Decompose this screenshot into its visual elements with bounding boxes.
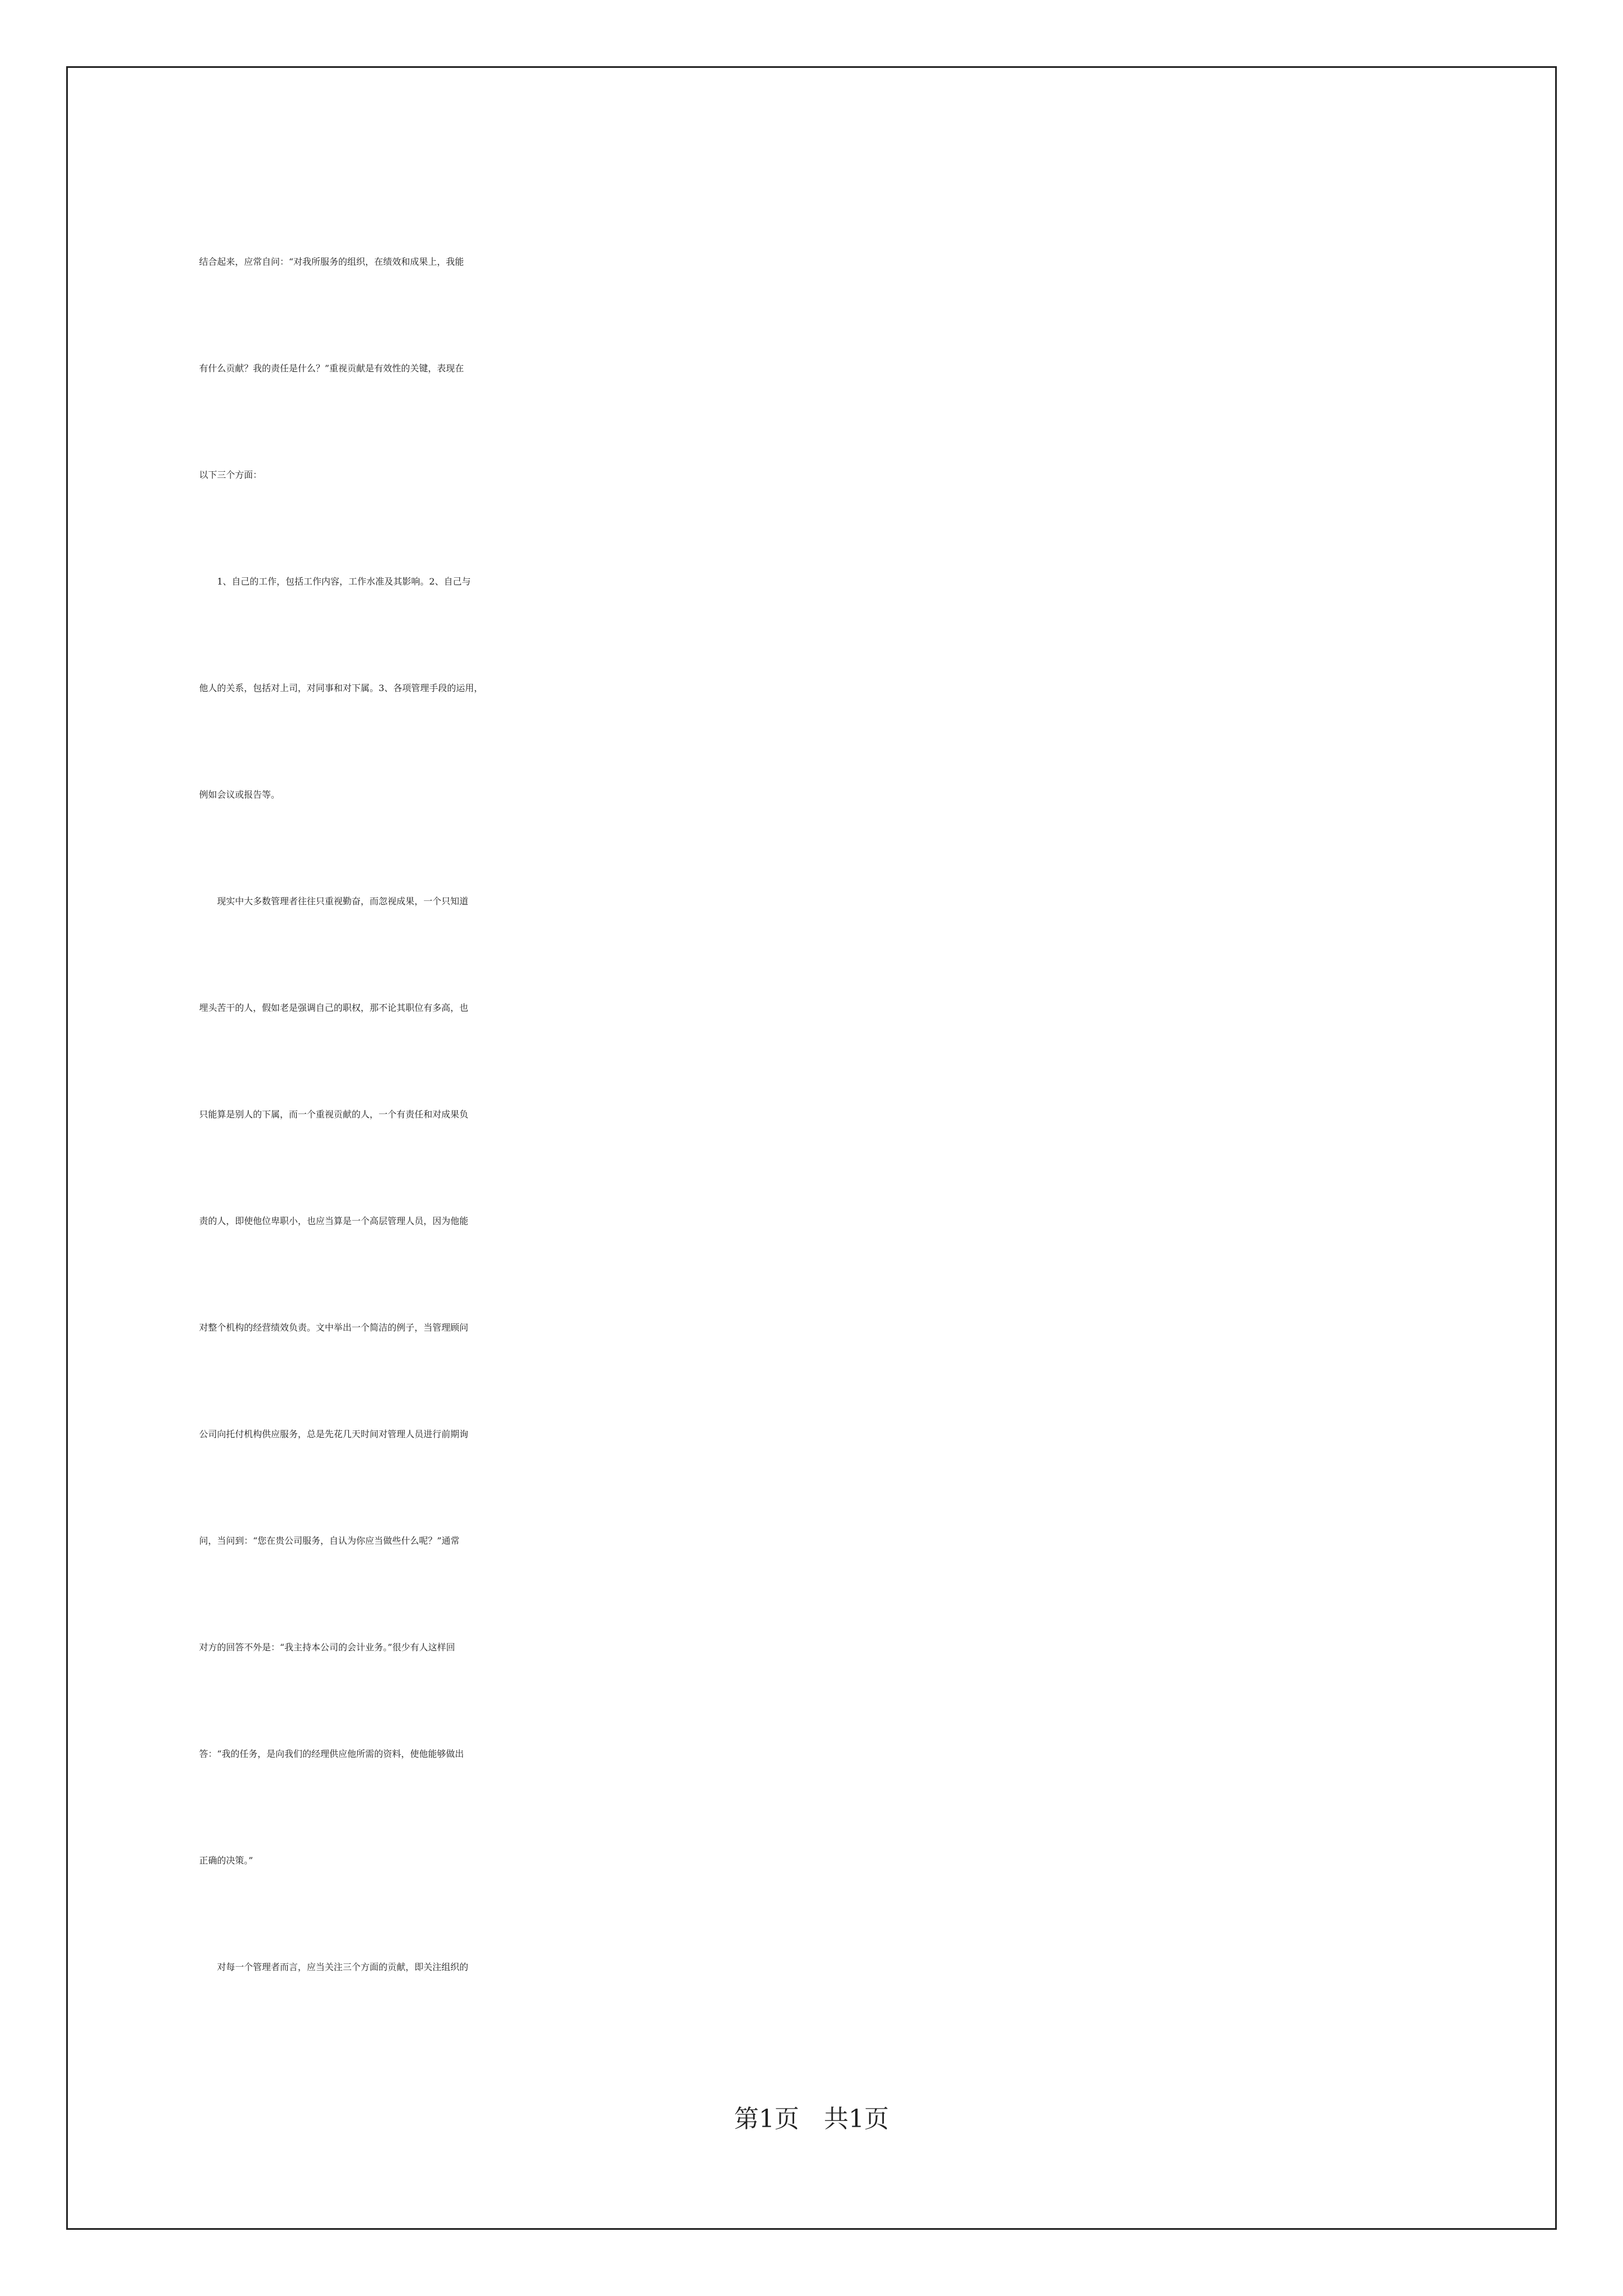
text-line: 问，当问到：“您在贵公司服务，自认为你应当做些什么呢？”通常 <box>199 1535 460 1546</box>
text-line: 例如会议或报告等。 <box>199 789 280 800</box>
text-line: 只能算是别人的下属，而一个重视贡献的人，一个有责任和对成果负 <box>199 1109 469 1120</box>
text-line: 结合起来，应常自问：“对我所服务的组织，在绩效和成果上，我能 <box>199 256 464 267</box>
text-line: 1、自己的工作，包括工作内容，工作水准及其影响。2、自己与 <box>199 576 471 587</box>
text-line: 正确的决策。” <box>199 1855 253 1866</box>
text-line: 有什么贡献？我的责任是什么？”重视贡献是有效性的关键，表现在 <box>199 363 464 374</box>
text-line: 对方的回答不外是：“我主持本公司的会计业务。”很少有人这样回 <box>199 1642 455 1653</box>
text-line: 以下三个方面： <box>199 470 262 480</box>
text-line: 对每一个管理者而言，应当关注三个方面的贡献，即关注组织的 <box>199 1962 469 1972</box>
text-line: 埋头苦干的人，假如老是强调自己的职权，那不论其职位有多高，也 <box>199 1002 469 1013</box>
document-body <box>199 209 1430 2021</box>
text-line: 对整个机构的经营绩效负责。文中举出一个简洁的例子，当管理顾问 <box>199 1322 469 1333</box>
text-line: 答：“我的任务，是向我们的经理供应他所需的资料，使他能够做出 <box>199 1749 464 1759</box>
text-line: 公司向托付机构供应服务，总是先花几天时间对管理人员进行前期询 <box>199 1429 469 1439</box>
text-line: 责的人，即使他位卑职小，也应当算是一个高层管理人员，因为他能 <box>199 1216 469 1226</box>
text-line: 现实中大多数管理者往往只重视勤奋，而忽视成果，一个只知道 <box>199 896 469 907</box>
page-footer: 第1页 共1页 <box>734 2105 889 2133</box>
text-line: 他人的关系，包括对上司，对同事和对下属。3、各项管理手段的运用， <box>199 683 483 693</box>
